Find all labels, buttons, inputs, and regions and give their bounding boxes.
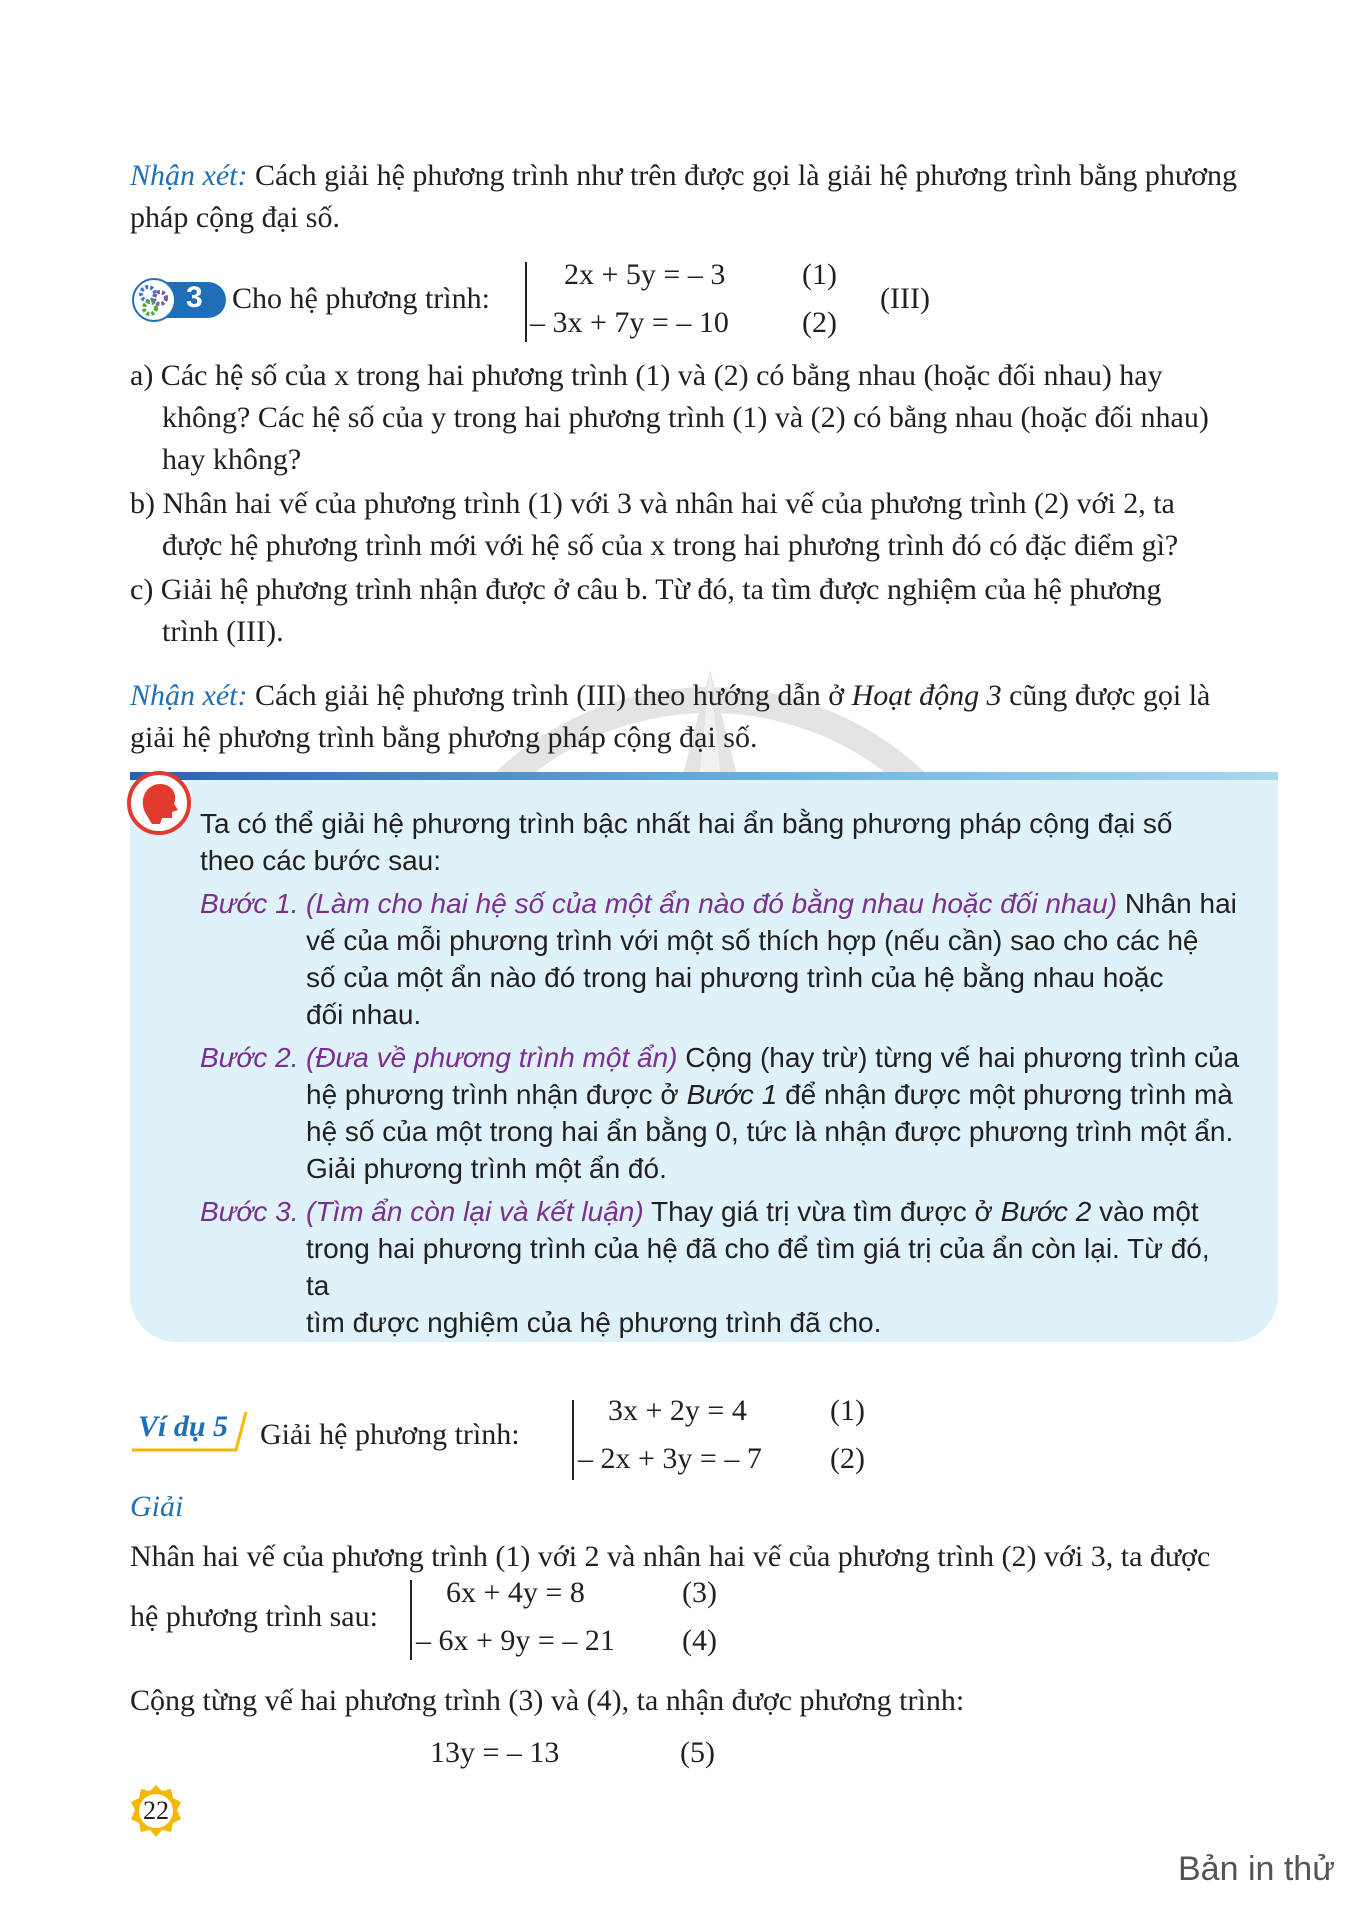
step-2-text: Cộng (hay trừ) từng vế hai phương trình của — [685, 1042, 1240, 1073]
remark-2 — [130, 675, 1278, 759]
remark-text-cont: pháp cộng đại số. — [130, 201, 340, 234]
solution-eq-5-number: (5) — [680, 1736, 715, 1769]
equation-1-number: (1) — [802, 258, 837, 291]
step-2-text-3: hệ số của một trong hai ẩn bằng 0, tức là nhận được phương trình một ẩn. — [306, 1116, 1234, 1147]
note-intro-cont: theo các bước sau: — [200, 845, 442, 876]
equation-1: 2x + 5y = – 3 — [564, 258, 726, 291]
step-1 — [200, 885, 1240, 1033]
example-eq-1: 3x + 2y = 4 — [608, 1394, 747, 1427]
remark-italic: Hoạt động 3 — [851, 679, 1002, 712]
remark-text: Cách giải hệ phương trình như trên được gọi là giải hệ phương trình bằng phương — [254, 159, 1238, 192]
example-eq-1-number: (1) — [830, 1394, 865, 1427]
question-b: b) Nhân hai vế của phương trình (1) với 3 và nhân hai vế của phương trình (2) với 2, ta — [130, 487, 1175, 520]
note-top-bar — [130, 772, 1278, 780]
solution-line-3: Cộng từng vế hai phương trình (3) và (4), ta nhận được phương trình: — [130, 1684, 965, 1717]
page-number: 22 — [143, 1796, 169, 1825]
step-2-text-2b: để nhận được một phương trình mà — [785, 1079, 1233, 1110]
step-3-label: Bước 3. — [200, 1196, 299, 1227]
step-1-title: (Làm cho hai hệ số của một ẩn nào đó bằng nhau hoặc đối nhau) — [306, 888, 1118, 919]
step-2-text-4: Giải phương trình một ẩn đó. — [306, 1153, 667, 1184]
gear-icon — [130, 278, 228, 322]
question-a-cont2: hay không? — [162, 443, 302, 476]
equation-2: – 3x + 7y = – 10 — [530, 306, 729, 339]
step-1-text-3: số của một ẩn nào đó trong hai phương trình của hệ bằng nhau hoặc — [306, 962, 1164, 993]
question-b-cont: được hệ phương trình mới với hệ số của x trong hai phương trình đó có đặc điểm gì? — [162, 529, 1179, 562]
question-c-cont: trình (III). — [162, 615, 284, 648]
solution-line-2: hệ phương trình sau: — [130, 1600, 378, 1633]
step-3-text: Thay giá trị vừa tìm được ở — [650, 1196, 993, 1227]
note-intro: Ta có thể giải hệ phương trình bậc nhất hai ẩn bằng phương pháp cộng đại số — [200, 808, 1173, 839]
step-2-title: (Đưa về phương trình một ẩn) — [306, 1042, 678, 1073]
step-1-text-4: đối nhau. — [306, 999, 422, 1030]
example-eq-2-number: (2) — [830, 1442, 865, 1475]
solution-eq-3: 6x + 4y = 8 — [446, 1576, 585, 1609]
solution-eq-4: – 6x + 9y = – 21 — [416, 1624, 615, 1657]
question-a: a) Các hệ số của x trong hai phương trình (1) và (2) có bằng nhau (hoặc đối nhau) hay — [130, 359, 1163, 392]
draft-stamp: Bản in thử — [1178, 1850, 1335, 1888]
solution-eq-3-number: (3) — [682, 1576, 717, 1609]
system-label: (III) — [880, 282, 930, 315]
step-1-label: Bước 1. — [200, 888, 299, 919]
solution-eq-4-number: (4) — [682, 1624, 717, 1657]
step-1-text: Nhân hai — [1124, 888, 1237, 919]
example-prompt: Giải hệ phương trình: — [260, 1418, 520, 1451]
remark-text-b: cũng được gọi là — [1009, 679, 1211, 712]
example-label-box — [130, 1408, 250, 1454]
solution-line-1: Nhân hai vế của phương trình (1) với 2 và nhân hai vế của phương trình (2) với 3, ta được — [130, 1540, 1211, 1573]
example-system — [578, 1394, 898, 1484]
step-2 — [200, 1039, 1240, 1187]
remark-label: Nhận xét: — [130, 159, 248, 192]
example-eq-2: – 2x + 3y = – 7 — [578, 1442, 762, 1475]
activity-prompt: Cho hệ phương trình: — [232, 282, 490, 315]
equation-2-number: (2) — [802, 306, 837, 339]
remark-1 — [130, 155, 1278, 239]
question-a-cont: không? Các hệ số của y trong hai phương trình (1) và (2) có bằng nhau (hoặc đối nhau) — [162, 401, 1209, 434]
step-3-text-b: vào một — [1099, 1196, 1199, 1227]
system-III — [530, 258, 930, 348]
solution-system — [416, 1576, 736, 1666]
step-3 — [200, 1193, 1240, 1341]
solution-heading: Giải — [130, 1490, 184, 1523]
step-2-label: Bước 2. — [200, 1042, 299, 1073]
solution-brace — [410, 1580, 412, 1660]
remark-text-cont: giải hệ phương trình bằng phương pháp cộng đại số. — [130, 721, 758, 754]
step-3-ref: Bước 2 — [1000, 1196, 1092, 1227]
step-3-title: (Tìm ẩn còn lại và kết luận) — [306, 1196, 644, 1227]
method-note — [200, 805, 1240, 1341]
activity-badge — [130, 278, 228, 322]
step-3-text-3: tìm được nghiệm của hệ phương trình đã cho. — [306, 1307, 882, 1338]
questions — [130, 355, 1278, 653]
step-2-ref: Bước 1 — [686, 1079, 778, 1110]
example-label: Ví dụ 5 — [138, 1410, 229, 1443]
step-2-text-2a: hệ phương trình nhận được ở — [306, 1079, 679, 1110]
activity-number: 3 — [186, 281, 203, 314]
step-3-text-2: trong hai phương trình của hệ đã cho để tìm giá trị của ẩn còn lại. Từ đó, ta — [306, 1233, 1210, 1301]
step-1-text-2: vế của mỗi phương trình với một số thích hợp (nếu cần) sao cho các hệ — [306, 925, 1199, 956]
system-brace — [525, 262, 527, 342]
remark-label: Nhận xét: — [130, 679, 248, 712]
example-brace — [572, 1400, 574, 1480]
remark-text: Cách giải hệ phương trình (III) theo hướng dẫn ở — [254, 679, 845, 712]
head-icon — [126, 770, 192, 836]
question-c: c) Giải hệ phương trình nhận được ở câu b. Từ đó, ta tìm được nghiệm của hệ phương — [130, 573, 1162, 606]
solution-eq-5: 13y = – 13 — [430, 1736, 560, 1769]
